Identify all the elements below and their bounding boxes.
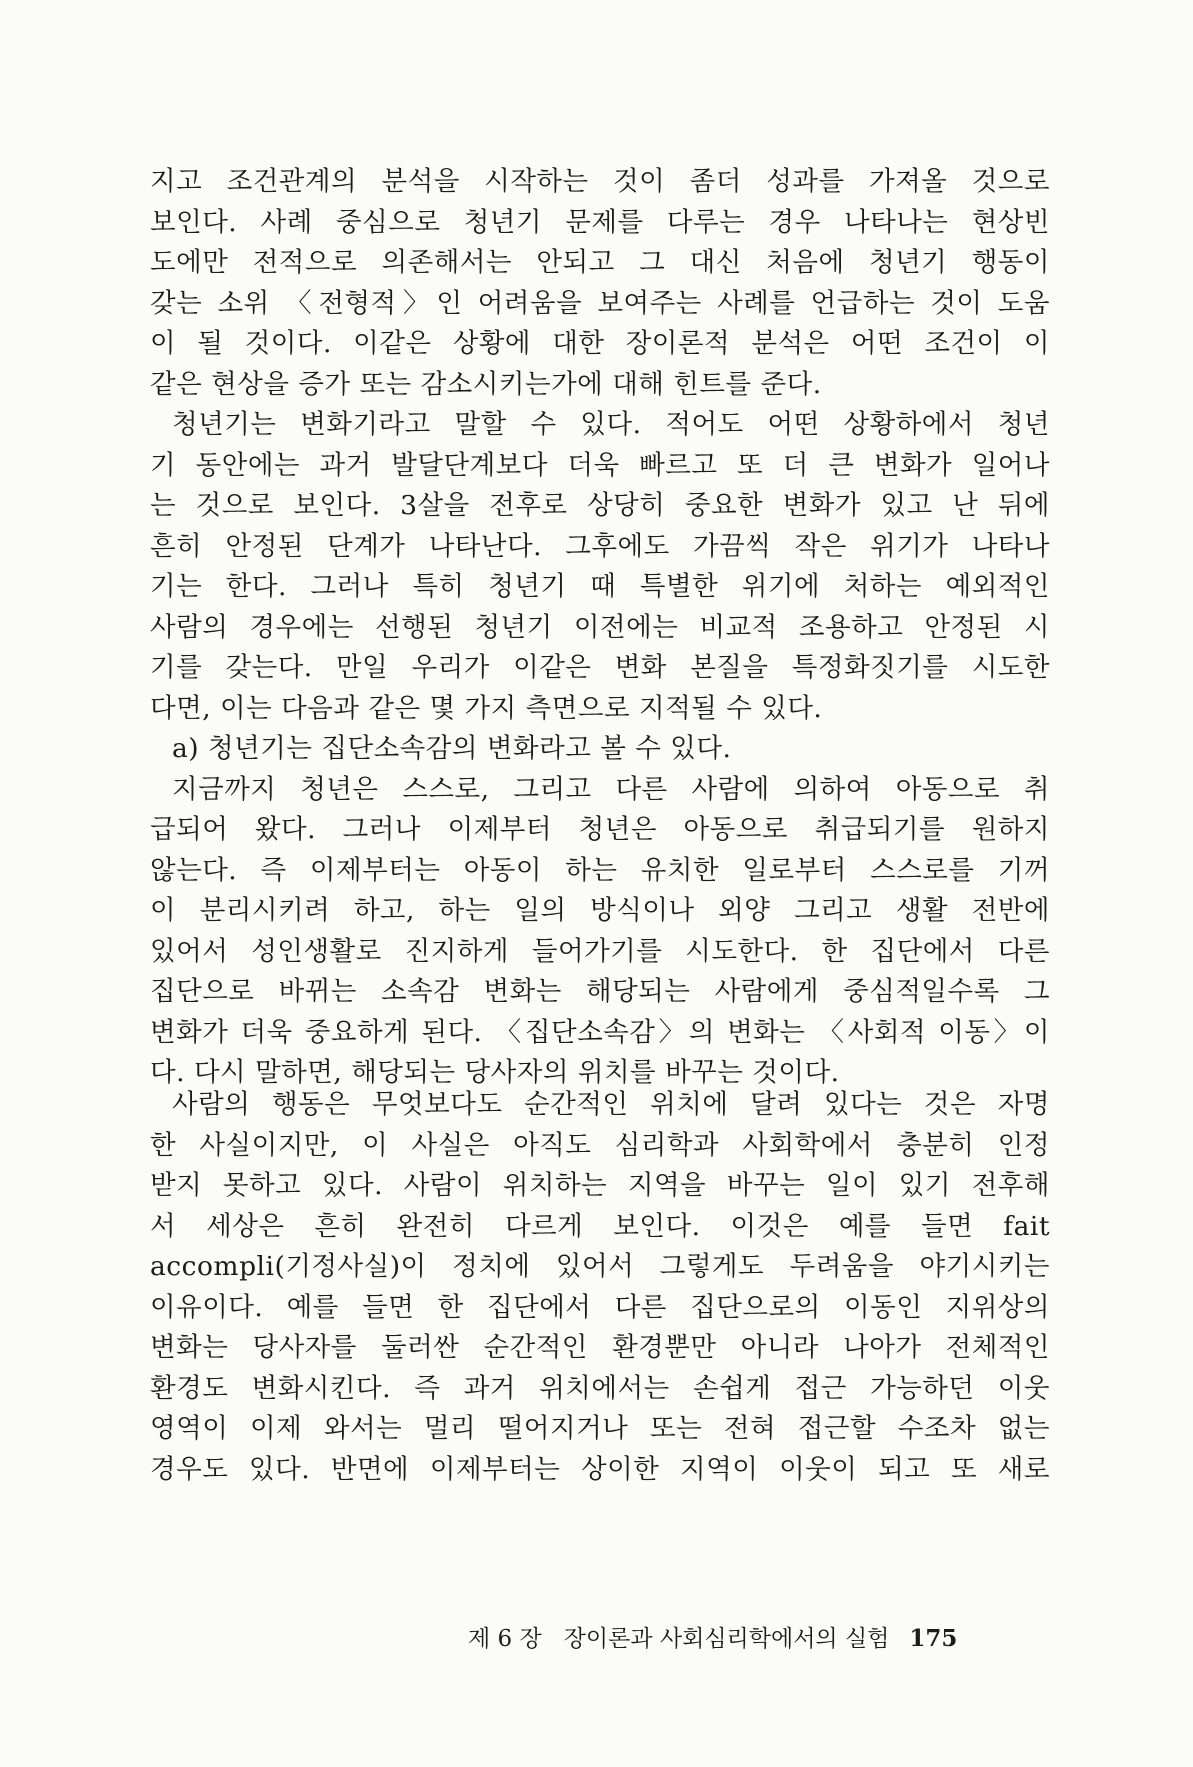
text-line: 환경도 변화시킨다. 즉 과거 위치에서는 손쉽게 접근 가능하던 이웃 [150,1372,1050,1404]
body-text-part-1 [150,162,1050,1094]
list-item-heading: a) 청년기는 집단소속감의 변화라고 볼 수 있다. [172,733,732,764]
text-line: 도에만 전적으로 의존해서는 안되고 그 대신 처음에 청년기 행동이 [150,247,1050,278]
text-line: 한 사실이지만, 이 사실은 아직도 심리학과 사회학에서 충분히 인정 [150,1129,1050,1161]
text-line: 이유이다. 예를 들면 한 집단에서 다른 집단으로의 이동인 지위상의 [150,1291,1050,1323]
text-line: 보인다. 사례 중심으로 청년기 문제를 다루는 경우 나타나는 현상빈 [150,206,1050,238]
text-line: 집단으로 바뀌는 소속감 변화는 해당되는 사람에게 중심적일수록 그 [150,976,1050,1007]
text-line: 같은 현상을 증가 또는 감소시키는가에 대해 힌트를 준다. [150,368,822,400]
text-line: 이 분리시키려 하고, 하는 일의 방식이나 외양 그리고 생활 전반에 [150,895,1050,926]
text-line: 서 세상은 흔히 완전히 다르게 보인다. 이것은 예를 들면 fait [150,1210,1050,1242]
text-line: 청년기는 변화기라고 말할 수 있다. 적어도 어떤 상황하에서 청년 [172,409,1050,440]
text-line: 변화는 당사자를 둘러싼 순간적인 환경뿐만 아니라 나아가 전체적인 [150,1332,1050,1363]
text-line: 는 것으로 보인다. 3살을 전후로 상당히 중요한 변화가 있고 난 뒤에 [150,490,1050,521]
page-number: 175 [909,1625,958,1652]
text-line: 다. 다시 말하면, 해당되는 당사자의 위치를 바꾸는 것이다. [150,1057,840,1088]
text-line: 변화가 더욱 중요하게 된다. 〈집단소속감〉의 변화는 〈사회적 이동〉이 [150,1016,1050,1048]
text-line: accompli(기정사실)이 정치에 있어서 그렇게도 두려움을 야기시키는 [150,1251,1050,1282]
text-line: 다면, 이는 다음과 같은 몇 가지 측면으로 지적될 수 있다. [150,692,823,724]
chapter-label: 제 6 장 [468,1626,542,1652]
text-line: 지금까지 청년은 스스로, 그리고 다른 사람에 의하여 아동으로 취 [172,773,1050,805]
text-line: 갖는 소위 〈전형적〉인 어려움을 보여주는 사례를 언급하는 것이 도움 [150,287,1050,319]
text-line: 기 동안에는 과거 발달단계보다 더욱 빠르고 또 더 큰 변화가 일어나 [150,449,1050,481]
text-line: 급되어 왔다. 그러나 이제부터 청년은 아동으로 취급되기를 원하지 [150,814,1050,845]
text-line: 영역이 이제 와서는 멀리 떨어지거나 또는 전혀 접근할 수조차 없는 [150,1413,1050,1444]
chapter-title: 장이론과 사회심리학에서의 실험 [563,1626,890,1652]
text-line: 않는다. 즉 이제부터는 아동이 하는 유치한 일로부터 스스로를 기꺼 [150,854,1050,886]
text-line: 있어서 성인생활로 진지하게 들어가기를 시도한다. 한 집단에서 다른 [150,935,1050,967]
text-line: 기는 한다. 그러나 특히 청년기 때 특별한 위기에 처하는 예외적인 [150,571,1050,602]
text-line: 이 될 것이다. 이같은 상황에 대한 장이론적 분석은 어떤 조건이 이 [150,328,1050,359]
text-line: 사람의 행동은 무엇보다도 순간적인 위치에 달려 있다는 것은 자명 [172,1089,1050,1120]
text-line: 기를 갖는다. 만일 우리가 이같은 변화 본질을 특정화짓기를 시도한 [150,652,1050,683]
text-line: 지고 조건관계의 분석을 시작하는 것이 좀더 성과를 가져올 것으로 [150,166,1050,197]
text-line: 흔히 안정된 단계가 나타난다. 그후에도 가끔씩 작은 위기가 나타나 [150,530,1050,562]
text-line: 경우도 있다. 반면에 이제부터는 상이한 지역이 이웃이 되고 또 새로 [150,1453,1050,1485]
body-text-part-2 [150,1085,1050,1490]
page-footer [468,1620,1048,1653]
text-line: 받지 못하고 있다. 사람이 위치하는 지역을 바꾸는 일이 있기 전후해 [150,1170,1050,1201]
text-line: 사람의 경우에는 선행된 청년기 이전에는 비교적 조용하고 안정된 시 [150,611,1050,643]
